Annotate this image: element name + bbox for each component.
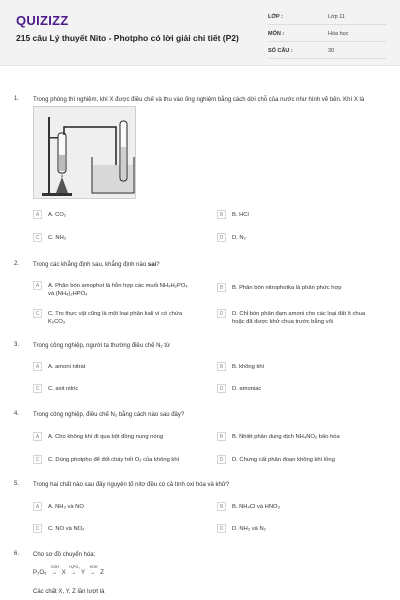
meta-row-subject — [268, 27, 386, 42]
question-text: Trong hai chất nào sau đây nguyên tố nitơ đều có cả tính oxi hóa và khử? — [33, 482, 230, 488]
meta-label: SỐ CÂU : — [268, 48, 293, 54]
option-text: A. NH₃ và NO — [48, 504, 84, 510]
answer-option-b[interactable] — [217, 283, 377, 292]
answer-option-a[interactable] — [33, 362, 193, 371]
answer-option-b[interactable] — [217, 362, 377, 371]
question-number: 6. — [14, 551, 20, 557]
option-letter: C — [33, 384, 42, 393]
question-text: Cho sơ đồ chuyển hóa: — [33, 552, 96, 558]
scheme-arrow: H₃PO₄ → — [69, 565, 80, 576]
option-text: A. Cho không khí đi qua bột đồng nung nóng — [48, 434, 164, 440]
answer-option-c[interactable] — [33, 384, 193, 393]
meta-label: MÔN : — [268, 31, 285, 37]
option-text: B. NH₄Cl và HNO₃ — [232, 504, 280, 510]
answer-option-a[interactable] — [33, 281, 193, 298]
option-text: B. Nhiệt phân dung dịch NH₄NO₂ bão hòa — [232, 434, 340, 440]
scheme-arrow: KOH → — [48, 570, 60, 576]
question-number: 5. — [14, 481, 20, 487]
option-text: D. Chỉ bón phân đạm amoni cho các loại đất ít chua hoặc đã được khử chua trước bằng vôi — [232, 311, 366, 325]
answer-option-c[interactable] — [33, 309, 193, 326]
question-text — [33, 261, 388, 270]
option-letter: B — [217, 362, 226, 371]
reagent-label: KOH — [89, 565, 98, 569]
meta-value: Hóa học — [328, 31, 349, 37]
option-letter: C — [33, 455, 42, 464]
quizizz-logo: QUIZIZZ — [16, 13, 69, 28]
meta-value: Lớp 11 — [328, 14, 345, 20]
answer-option-d[interactable] — [217, 309, 377, 326]
option-letter: D — [217, 455, 226, 464]
question-number: 3. — [14, 342, 20, 348]
option-text: D. Chưng cất phân đoạn không khí lỏng — [232, 457, 335, 463]
option-text: C. Dùng photpho để đốt cháy hết O₂ của không khí — [48, 457, 180, 463]
option-letter: D — [217, 384, 226, 393]
option-text: B. Phân bón nitrophotka là phân phức hợp — [232, 285, 342, 291]
answer-option-a[interactable] — [33, 502, 193, 511]
answer-option-d[interactable] — [217, 384, 377, 393]
option-letter: A — [33, 502, 42, 511]
question-text: Các chất X, Y, Z lần lượt là — [33, 589, 105, 595]
question-number: 4. — [14, 411, 20, 417]
answer-option-c[interactable] — [33, 524, 193, 533]
option-letter: C — [33, 233, 42, 242]
meta-label: LỚP : — [268, 14, 283, 20]
meta-row-count — [268, 44, 386, 59]
option-text: D. NH₃ và N₂ — [232, 526, 266, 532]
option-text: C. NO và NO₂ — [48, 526, 85, 532]
option-letter: A — [33, 281, 42, 290]
reagent-label: KOH — [51, 565, 59, 569]
scheme-x: X — [61, 570, 66, 576]
option-letter: D — [217, 524, 226, 533]
answer-option-d[interactable] — [217, 233, 377, 242]
meta-table — [268, 10, 386, 61]
meta-row-class — [268, 10, 386, 25]
lab-apparatus-figure — [33, 106, 136, 199]
scheme-y: Y — [81, 570, 85, 576]
question-text: Trong công nghiệp, người ta thường điều chế N₂ từ — [33, 343, 171, 349]
option-text: B. không khí — [232, 364, 265, 370]
option-text: D. N₂ — [232, 235, 246, 241]
question-number: 1. — [14, 96, 20, 102]
option-text: C. Tro thực vật cũng là một loại phân kali vì có chứa K₂CO₃ — [48, 311, 183, 325]
reagent-label: H₃PO₄ — [69, 565, 80, 569]
option-letter: D — [217, 233, 226, 242]
option-letter: C — [33, 524, 42, 533]
question-number: 2. — [14, 261, 20, 267]
lab-apparatus-drawing — [34, 107, 136, 199]
option-letter: A — [33, 362, 42, 371]
answer-option-a[interactable] — [33, 210, 193, 219]
question-text: Trong phòng thí nghiệm, khí X được điều chế và thu vào ống nghiệm bằng cách dời chỗ của nước như hình vẽ bên. Khí X là — [33, 97, 365, 103]
option-letter: A — [33, 210, 42, 219]
scheme-z: Z — [100, 570, 104, 576]
option-text: A. CO₂ — [48, 212, 67, 218]
option-letter: C — [33, 309, 42, 318]
document-header — [0, 0, 400, 66]
option-text: C. NH₃ — [48, 235, 67, 241]
scheme-start: P₂O₅ — [33, 570, 47, 576]
option-letter: B — [217, 502, 226, 511]
page-title: 215 câu Lý thuyết Nito - Photpho có lời giải chi tiết (P2) — [16, 33, 239, 43]
question-text-pre: Trong các khẳng định sau, khẳng định nào — [33, 262, 148, 268]
answer-option-b[interactable] — [217, 432, 377, 441]
option-text: B. HCl — [232, 212, 249, 218]
question-text-post: ? — [156, 262, 160, 268]
conversion-scheme — [33, 565, 104, 576]
option-text: D. amoniac — [232, 386, 262, 392]
option-letter: B — [217, 210, 226, 219]
answer-option-b[interactable] — [217, 502, 377, 511]
option-letter: A — [33, 432, 42, 441]
scheme-arrow: KOH → — [87, 570, 99, 576]
answer-option-b[interactable] — [217, 210, 377, 219]
option-text: A. amoni nitrat — [48, 364, 86, 370]
answer-option-d[interactable] — [217, 524, 377, 533]
answer-option-c[interactable] — [33, 455, 193, 464]
answer-option-d[interactable] — [217, 455, 377, 464]
meta-value: 30 — [328, 48, 335, 54]
option-letter: B — [217, 283, 226, 292]
option-letter: D — [217, 309, 226, 318]
option-letter: B — [217, 432, 226, 441]
question-text: Trong công nghiệp, điều chế N₂ bằng cách nào sau đây? — [33, 412, 185, 418]
question-text-emphasis: sai — [147, 262, 157, 268]
answer-option-c[interactable] — [33, 233, 193, 242]
option-text: C. axit nitric — [48, 386, 79, 392]
option-text: A. Phân bón amophot là hỗn hợp các muối NH₄H₂PO₄ và (NH₄)₂HPO₄ — [48, 283, 188, 297]
answer-option-a[interactable] — [33, 432, 193, 441]
